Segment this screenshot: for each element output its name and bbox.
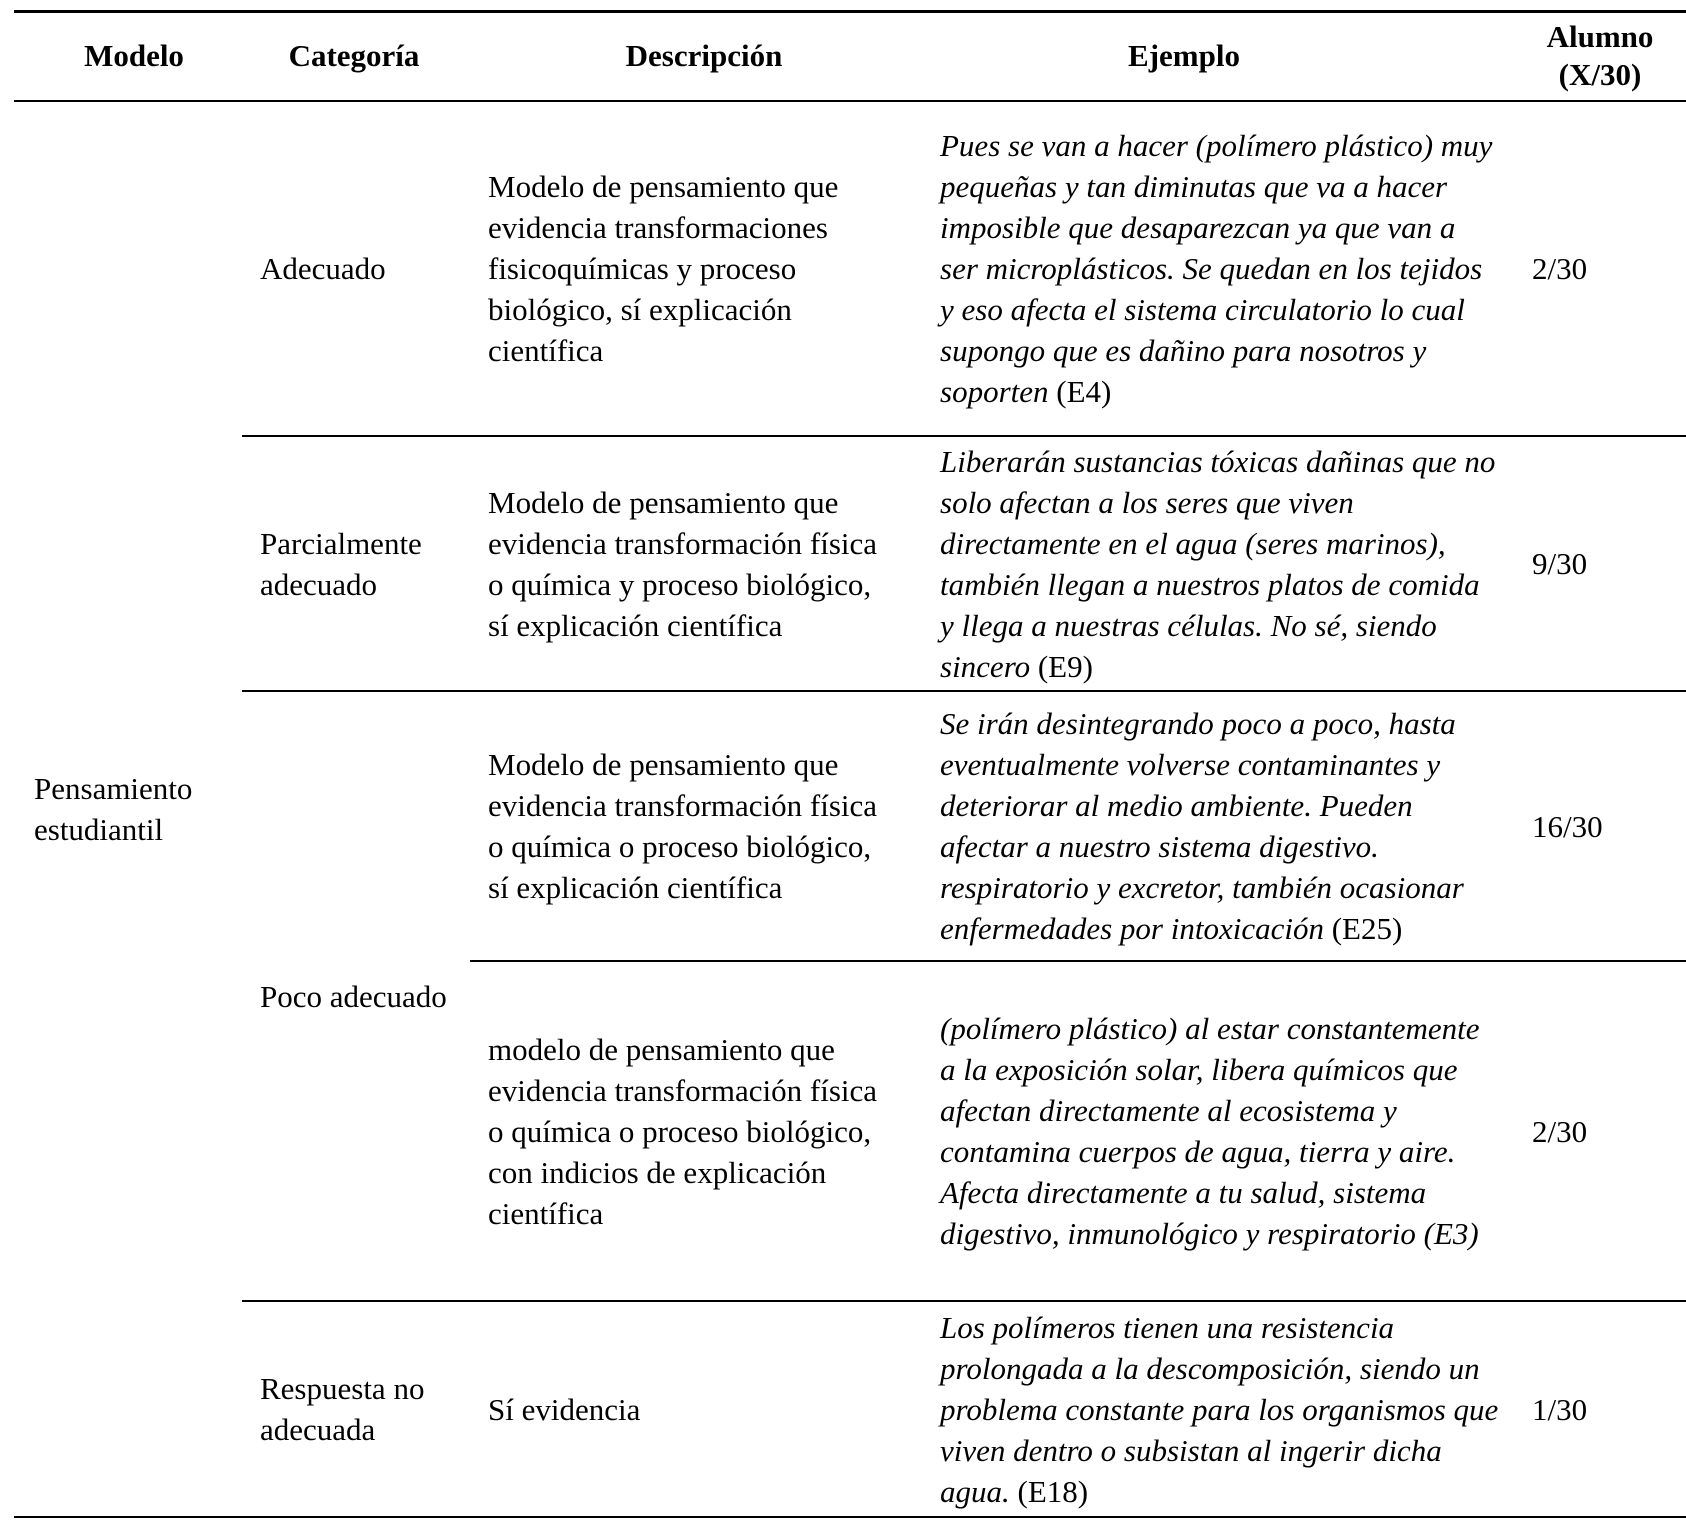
descripcion-cell <box>488 437 892 690</box>
table-top-rule <box>14 10 1686 13</box>
ejemplo-quote: Pues se van a hacer (polímero plástico) muy pequeñas y tan diminutas que va a hacer imposible que desaparezcan ya que van a ser microplásticos. Se quedan en los tejidos y eso afecta el sistema circulatorio lo cual supongo que es dañino para nosotros y soporten <box>940 128 1493 409</box>
alumno-count: 9/30 <box>1532 546 1588 581</box>
categoria-label: Poco adecuado <box>260 978 447 1014</box>
ejemplo-text <box>940 441 1500 687</box>
descripcion-text: Modelo de pensamiento que evidencia transformación física o química o proceso biológico, sí explicación científica <box>488 747 878 905</box>
categoria-cell <box>260 1302 470 1516</box>
alumno-cell <box>1532 437 1672 690</box>
modelo-label: Pensamiento estudiantil <box>34 771 193 847</box>
header-alumno <box>1514 12 1686 100</box>
header-ejemplo <box>1094 12 1274 100</box>
ejemplo-text <box>940 1307 1500 1512</box>
alumno-cell <box>1532 1302 1672 1516</box>
student-ref: (E4) <box>1056 374 1112 409</box>
student-ref: (E18) <box>1017 1473 1089 1509</box>
descripcion-cell <box>488 962 892 1300</box>
alumno-count: 16/30 <box>1532 808 1603 844</box>
alumno-cell <box>1532 692 1672 960</box>
descripcion-text: Modelo de pensamiento que evidencia transformación física o química y proceso biológico, sí explicación científica <box>488 484 878 643</box>
descripcion-text: modelo de pensamiento que evidencia transformación física o química o proceso biológico, con indicios de explicación científica <box>488 1031 878 1231</box>
student-ref: (E25) <box>1331 911 1403 946</box>
categoria-cell <box>260 437 470 690</box>
categoria-cell <box>260 102 470 435</box>
ejemplo-cell <box>940 102 1500 435</box>
categoria-label: Respuesta no adecuada <box>260 1371 425 1447</box>
alumno-count: 2/30 <box>1532 1113 1588 1149</box>
alumno-cell <box>1532 102 1672 435</box>
ejemplo-text <box>940 1008 1500 1254</box>
ejemplo-quote: Los polímeros tienen una resistencia prolongada a la descomposición, siendo un problema constante para los organismos que viven dentro o subsistan al ingerir dicha agua. <box>940 1309 1499 1509</box>
header-descripcion-label: Descripción <box>625 38 783 73</box>
header-categoria-label: Categoría <box>288 38 420 73</box>
ejemplo-quote: (polímero plástico) al estar constantemente a la exposición solar, libera químicos que afectan directamente al ecosistema y contamina cuerpos de agua, tierra y aire. Afecta directamente a tu salud, sistema digestivo, inmunológico y respiratorio <box>940 1011 1480 1251</box>
header-categoria <box>268 12 440 100</box>
descripcion-cell <box>488 102 892 435</box>
descripcion-cell <box>488 1302 892 1516</box>
header-modelo-label: Modelo <box>84 38 184 73</box>
student-ref: (E3) <box>1423 1216 1479 1251</box>
header-alumno-line2: (X/30) <box>1558 57 1642 92</box>
descripcion-text: Sí evidencia <box>488 1391 641 1427</box>
ejemplo-cell <box>940 1302 1500 1516</box>
header-alumno-line1: Alumno <box>1546 19 1654 54</box>
descripcion-text: Modelo de pensamiento que evidencia transformaciones fisicoquímicas y proceso biológico, sí explicación científica <box>488 169 839 368</box>
student-ref: (E9) <box>1037 648 1093 684</box>
ejemplo-text <box>940 703 1500 949</box>
header-modelo <box>54 12 214 100</box>
modelo-cell <box>34 102 234 1516</box>
ejemplo-cell <box>940 692 1500 960</box>
categoria-label: Parcialmente adecuado <box>260 525 422 602</box>
descripcion-cell <box>488 692 892 960</box>
ejemplo-quote: Se irán desintegrando poco a poco, hasta eventualmente volverse contaminantes y deteriorar al medio ambiente. Pueden afectar a nuestro sistema digestivo. respiratorio y excretor, también ocasionar enfermedades por intoxicación <box>940 706 1464 946</box>
alumno-count: 2/30 <box>1532 251 1588 286</box>
categoria-label: Adecuado <box>260 251 386 286</box>
ejemplo-quote: Liberarán sustancias tóxicas dañinas que no solo afectan a los seres que viven directamente en el agua (seres marinos), también llegan a nuestros platos de comida y llega a nuestras células. No sé, siendo sincero <box>940 443 1496 684</box>
alumno-cell <box>1532 962 1672 1300</box>
ejemplo-cell <box>940 437 1500 690</box>
ejemplo-text <box>940 125 1500 412</box>
header-ejemplo-label: Ejemplo <box>1128 38 1240 73</box>
categoria-cell <box>260 692 460 1300</box>
ejemplo-cell <box>940 962 1500 1300</box>
header-descripcion <box>584 12 824 100</box>
alumno-count: 1/30 <box>1532 1391 1588 1427</box>
table-bottom-rule <box>14 1516 1686 1518</box>
